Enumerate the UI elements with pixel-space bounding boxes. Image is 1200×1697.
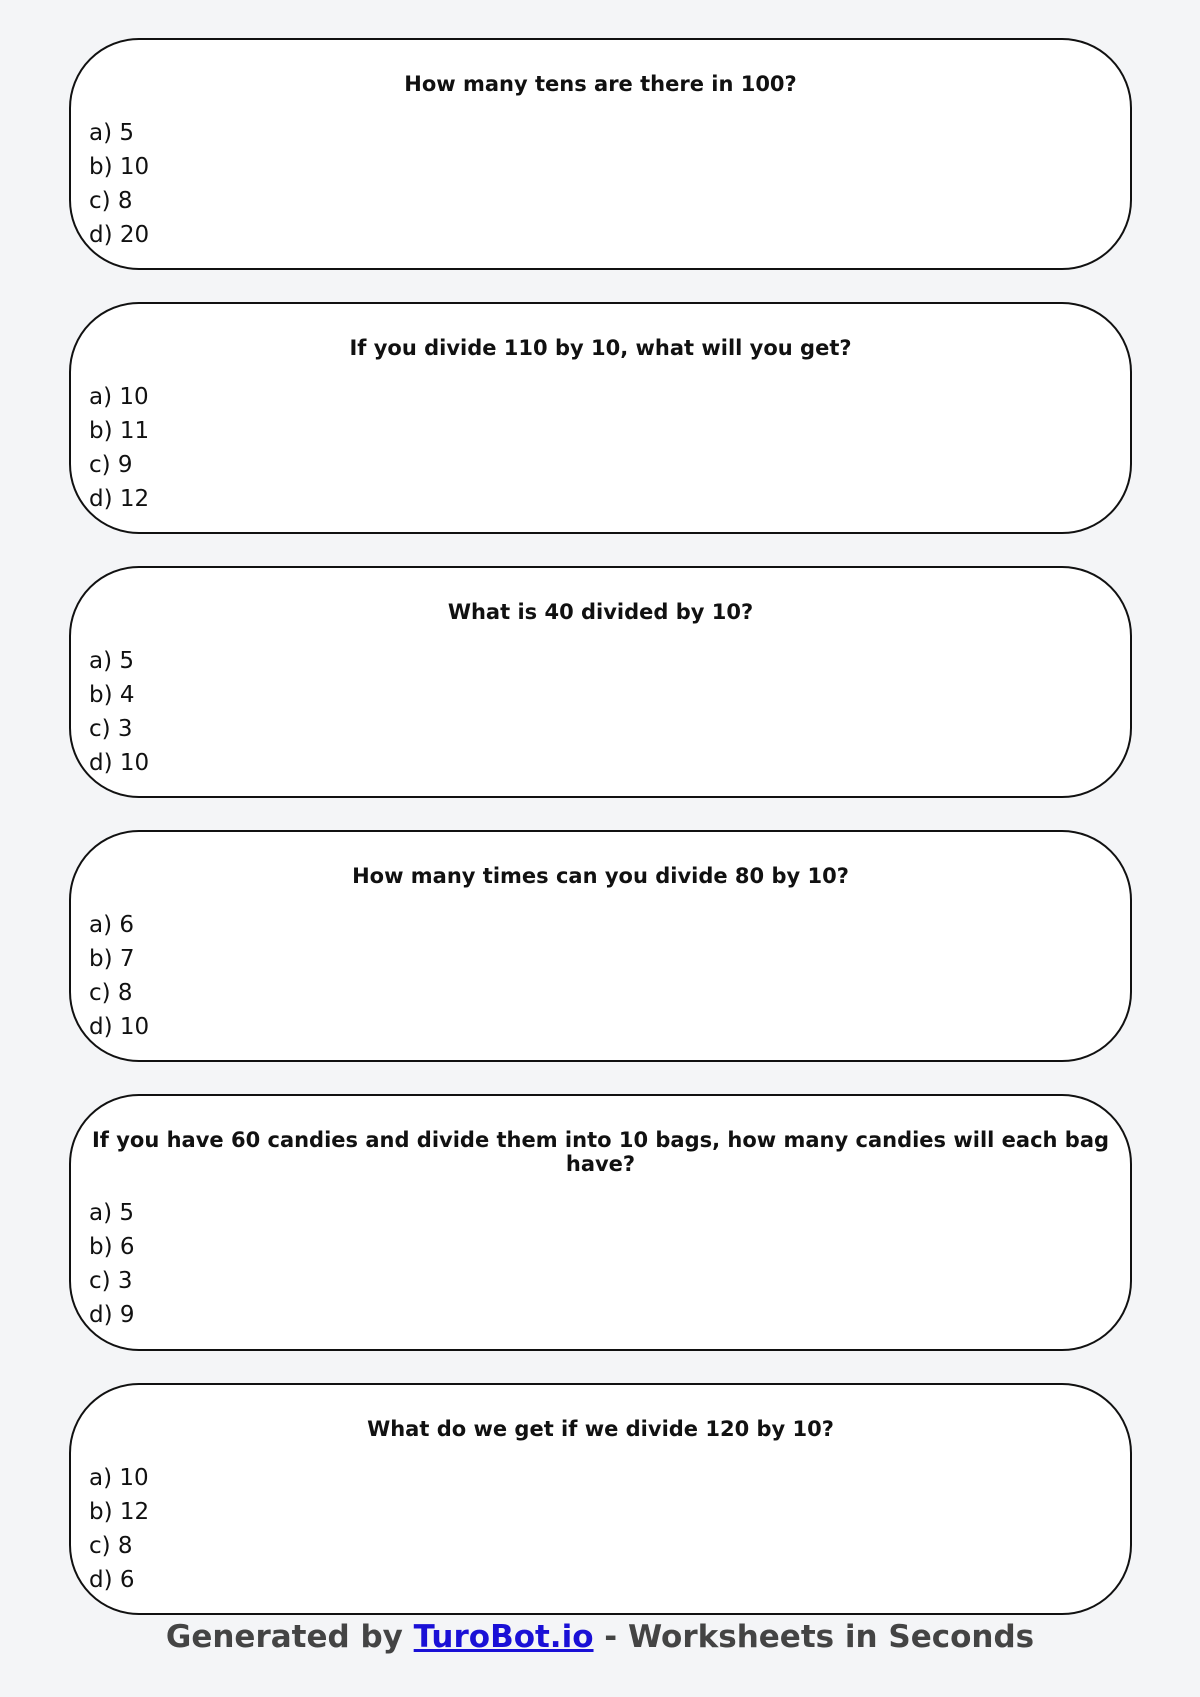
footer-prefix: Generated by [165, 1619, 414, 1655]
footer-suffix: - Worksheets in Seconds [593, 1619, 1035, 1655]
answer-options [89, 380, 1112, 516]
answer-options [89, 908, 1112, 1044]
answer-option: a) 10 [89, 1465, 149, 1491]
turobot-link[interactable]: TuroBot.io [413, 1619, 594, 1655]
answer-option: c) 3 [89, 1268, 133, 1294]
question-text: What is 40 divided by 10? [447, 600, 754, 624]
question-text: How many tens are there in 100? [404, 72, 797, 96]
answer-option: d) 10 [89, 750, 150, 776]
answer-option: d) 12 [89, 486, 150, 512]
question-text: If you divide 110 by 10, what will you get? [349, 336, 852, 360]
footer-credit [0, 1617, 1200, 1657]
answer-option: d) 20 [89, 222, 150, 248]
answer-option: c) 8 [89, 1533, 133, 1559]
answer-option: b) 4 [89, 682, 135, 708]
answer-option: a) 5 [89, 120, 135, 146]
answer-option: a) 5 [89, 1200, 135, 1226]
answer-option: c) 3 [89, 716, 133, 742]
answer-option: d) 9 [89, 1302, 135, 1328]
question-card-2 [69, 302, 1132, 534]
question-text: What do we get if we divide 120 by 10? [367, 1417, 834, 1441]
question-card-4 [69, 830, 1132, 1062]
answer-option: b) 7 [89, 946, 135, 972]
question-text: How many times can you divide 80 by 10? [352, 864, 849, 888]
question-text: If you have 60 candies and divide them into 10 bags, how many candies will each bag have? [91, 1128, 1110, 1176]
answer-option: c) 9 [89, 452, 133, 478]
answer-options [89, 1196, 1112, 1332]
answer-option: c) 8 [89, 980, 133, 1006]
question-card-5 [69, 1094, 1132, 1351]
answer-option: d) 10 [89, 1014, 150, 1040]
answer-option: b) 10 [89, 154, 150, 180]
answer-option: d) 6 [89, 1567, 135, 1593]
answer-option: b) 11 [89, 418, 150, 444]
answer-option: c) 8 [89, 188, 133, 214]
question-card-1 [69, 38, 1132, 270]
answer-option: b) 12 [89, 1499, 150, 1525]
answer-options [89, 116, 1112, 252]
answer-options [89, 644, 1112, 780]
question-card-3 [69, 566, 1132, 798]
answer-option: a) 10 [89, 384, 149, 410]
answer-option: a) 6 [89, 912, 135, 938]
answer-options [89, 1461, 1112, 1597]
question-card-6 [69, 1383, 1132, 1615]
worksheet [69, 38, 1132, 1647]
answer-option: a) 5 [89, 648, 135, 674]
answer-option: b) 6 [89, 1234, 135, 1260]
